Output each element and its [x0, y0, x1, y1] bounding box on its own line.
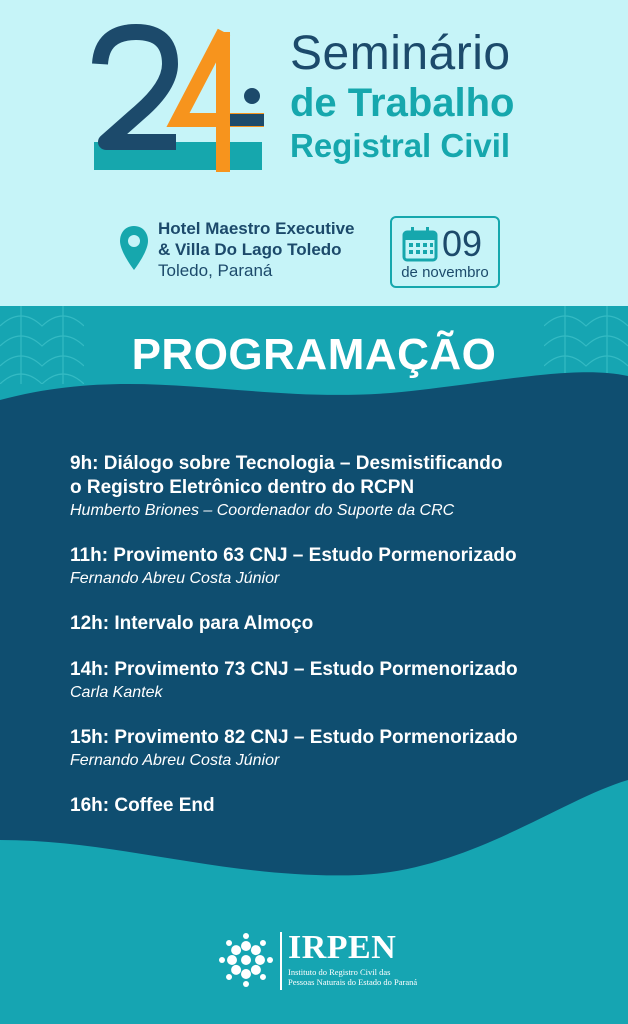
title-line-2: de Trabalho [290, 81, 515, 125]
schedule-item-speaker: Fernando Abreu Costa Júnior [70, 752, 280, 769]
venue-name-line-1: Hotel Maestro Executive [158, 219, 355, 238]
event-day: 09 [442, 223, 483, 264]
seminar-title [290, 28, 620, 166]
schedule-item-speaker: Fernando Abreu Costa Júnior [70, 570, 280, 587]
schedule-item [70, 726, 610, 772]
schedule-item-speaker: Carla Kantek [70, 684, 163, 701]
title-line-3: Registral Civil [290, 127, 511, 164]
section-title: PROGRAMAÇÃO [131, 330, 497, 379]
venue-city: Toledo, Paraná [158, 261, 273, 280]
date-badge [390, 216, 500, 288]
schedule-item-title: 11h: Provimento 63 CNJ – Estudo Pormenorizado [70, 545, 517, 566]
irpen-subtitle-line-2: Pessoas Naturais do Estado do Paraná [288, 977, 418, 987]
schedule-item-title: 9h: Diálogo sobre Tecnologia – Desmistificando [70, 453, 503, 474]
schedule-list [70, 452, 610, 840]
schedule-item-speaker: Humberto Briones – Coordenador do Suporte da CRC [70, 502, 455, 519]
schedule-item-title: 15h: Provimento 82 CNJ – Estudo Pormenorizado [70, 727, 518, 748]
schedule-item-title: 16h: Coffee End [70, 795, 215, 816]
irpen-flower-logo-icon [218, 932, 274, 988]
venue-name-line-2: & Villa Do Lago Toledo [158, 240, 342, 259]
schedule-item [70, 658, 610, 704]
schedule-item-title: 14h: Provimento 73 CNJ – Estudo Pormenorizado [70, 659, 518, 680]
schedule-item [70, 612, 610, 636]
footer-divider [280, 932, 282, 990]
schedule-item [70, 794, 610, 818]
schedule-item-title-cont: o Registro Eletrônico dentro do RCPN [70, 477, 415, 498]
event-month: de novembro [401, 264, 489, 281]
irpen-subtitle-line-1: Instituto do Registro Civil das [288, 967, 391, 977]
schedule-item [70, 544, 610, 590]
location-pin-icon [118, 224, 150, 274]
title-line-1: Seminário [290, 27, 511, 80]
calendar-icon [402, 226, 438, 262]
irpen-subtitle [288, 967, 428, 987]
irpen-brand: IRPEN [288, 929, 397, 966]
schedule-item [70, 452, 610, 522]
seminar-24-logo [92, 24, 272, 174]
schedule-item-title: 12h: Intervalo para Almoço [70, 613, 314, 634]
irpen-footer [218, 930, 418, 994]
